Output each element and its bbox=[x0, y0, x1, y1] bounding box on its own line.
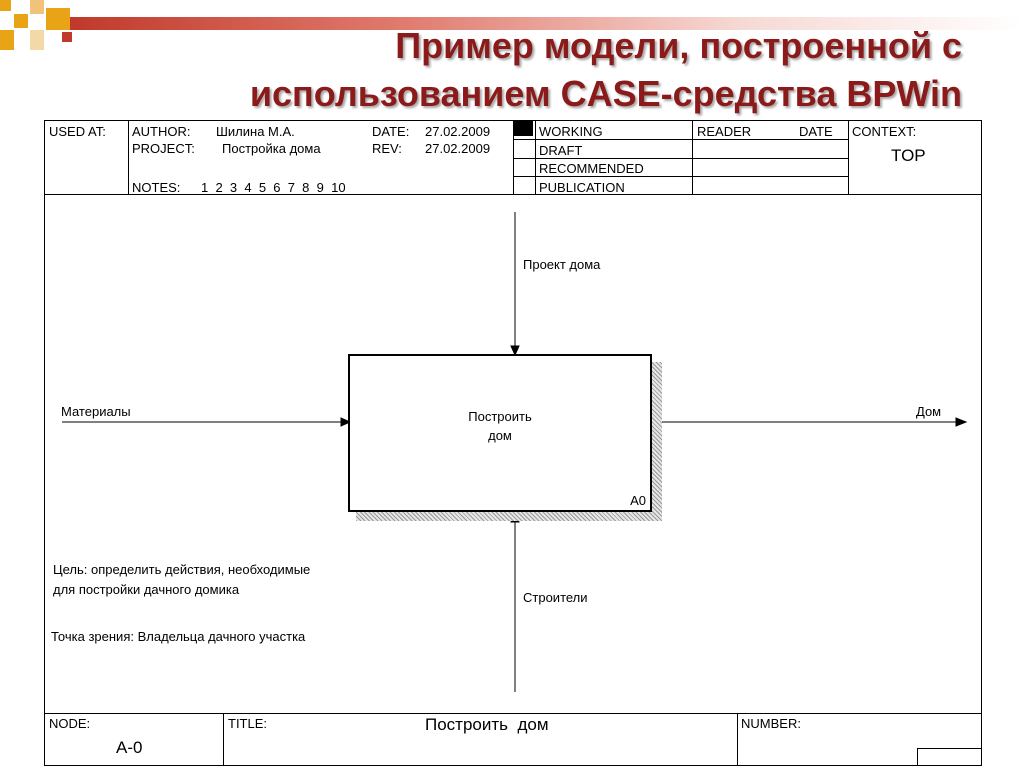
status-draft: DRAFT bbox=[539, 143, 583, 158]
control-arrow[interactable] bbox=[511, 212, 519, 355]
status-working: WORKING bbox=[539, 124, 603, 139]
control-label: Проект дома bbox=[523, 257, 601, 272]
activity-id: A0 bbox=[630, 493, 646, 508]
purpose-text: для постройки дачного домика bbox=[53, 582, 240, 597]
node-value: A-0 bbox=[116, 738, 143, 757]
author-value: Шилина М.А. bbox=[216, 124, 295, 139]
diagram-title: Построить дом bbox=[425, 715, 549, 734]
date-value: 27.02.2009 bbox=[425, 124, 491, 139]
viewpoint-text: Точка зрения: Владельца дачного участка bbox=[51, 629, 306, 644]
notes-value: 1 2 3 4 5 6 7 8 9 10 bbox=[201, 180, 346, 195]
project-value: Постройка дома bbox=[222, 141, 321, 156]
reader-date-label: DATE bbox=[799, 124, 833, 139]
used-at-label: USED AT: bbox=[49, 124, 106, 139]
date-label: DATE: bbox=[372, 124, 410, 139]
context-value: TOP bbox=[891, 146, 926, 165]
mechanism-arrow[interactable] bbox=[511, 513, 519, 692]
rev-label: REV: bbox=[372, 141, 402, 156]
slide-title-line: использованием CASE-средства BPWin bbox=[249, 73, 962, 114]
author-label: AUTHOR: bbox=[132, 124, 191, 139]
box-shadow bbox=[356, 512, 662, 521]
node-label: NODE: bbox=[49, 716, 91, 731]
output-label: Дом bbox=[916, 404, 942, 419]
notes-label: NOTES: bbox=[132, 180, 181, 195]
activity-label: Построить дом bbox=[468, 409, 532, 443]
number-label: NUMBER: bbox=[741, 716, 801, 731]
rev-value: 27.02.2009 bbox=[425, 141, 491, 156]
slide-title-line: Пример модели, построенной с bbox=[395, 25, 962, 66]
status-recommended: RECOMMENDED bbox=[539, 161, 644, 176]
context-label: CONTEXT: bbox=[852, 124, 917, 139]
input-label: Материалы bbox=[61, 404, 131, 419]
box-shadow bbox=[652, 362, 662, 520]
purpose-text: Цель: определить действия, необходимые bbox=[53, 562, 311, 577]
mechanism-label: Строители bbox=[523, 590, 588, 605]
title-label: TITLE: bbox=[228, 716, 268, 731]
reader-label: READER bbox=[697, 124, 752, 139]
status-publication: PUBLICATION bbox=[539, 180, 625, 195]
activity-box[interactable] bbox=[348, 354, 652, 512]
project-label: PROJECT: bbox=[132, 141, 195, 156]
